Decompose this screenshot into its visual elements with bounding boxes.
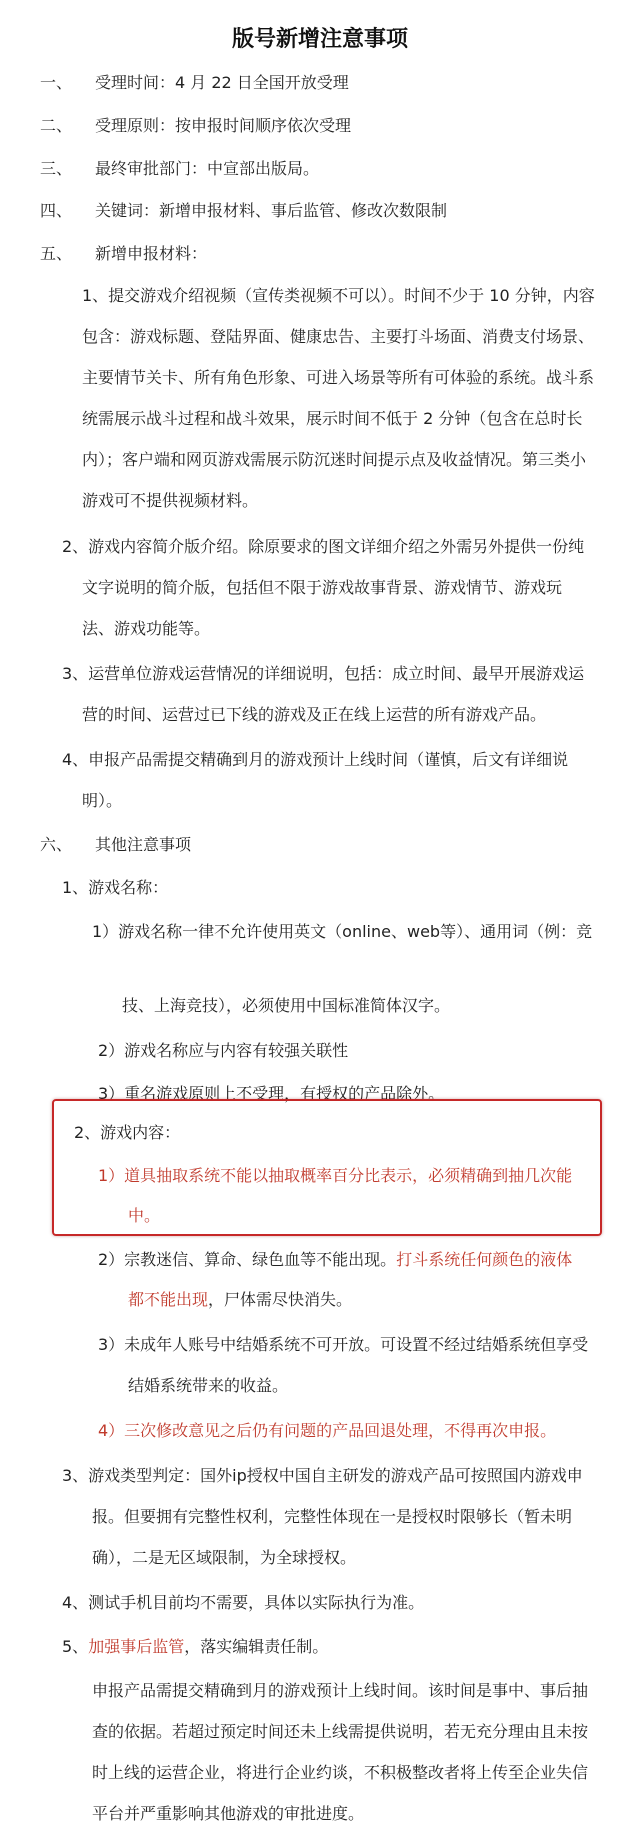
supervision-paragraph-line: 平台并严重影响其他游戏的审批进度。 [92,1804,365,1823]
game-content-heading: 2、游戏内容： [74,1123,181,1142]
supervision-paragraph-line: 查的依据。若超过预定时间还未上线需提供说明，若无充分理由且未按 [92,1722,589,1741]
material-1-line: 统需展示战斗过程和战斗效果，展示时间不低于 2 分钟（包含在总时长 [82,409,583,428]
game-type-line: 3、游戏类型判定：国外ip授权中国自主研发的游戏产品可按照国内游戏申 [62,1466,583,1485]
material-1-line: 包含：游戏标题、登陆界面、健康忠告、主要打斗场面、消费支付场景、 [82,327,595,346]
section-text-4: 关键词：新增申报材料、事后监管、修改次数限制 [95,201,448,220]
section-text-3: 最终审批部门：中宣部出版局。 [95,159,320,178]
game-content-rule-2-cont [128,1290,352,1310]
supervision-heading [62,1637,328,1657]
game-content-rule-4: 4）三次修改意见之后仍有问题的产品回退处理，不得再次申报。 [98,1421,557,1440]
section-num-3: 三、 [40,159,73,178]
material-3-line: 营的时间、运营过已下线的游戏及正在线上运营的所有游戏产品。 [82,705,547,724]
material-2-line: 文字说明的简介版，包括但不限于游戏故事背景、游戏情节、游戏玩 [82,578,563,597]
document-title: 版号新增注意事项 [231,27,408,52]
game-content-rule-2 [98,1250,572,1270]
section-num-4: 四、 [40,201,73,220]
game-content-rule-1-cont: 中。 [128,1206,161,1225]
material-1-line: 内）；客户端和网页游戏需展示防沉迷时间提示点及收益情况。第三类小 [82,450,587,469]
supervision-num: 5、 [62,1637,89,1656]
material-3-line: 3、运营单位游戏运营情况的详细说明，包括：成立时间、最早开展游戏运 [62,664,585,683]
section-num-6: 六、 [40,835,73,854]
game-type-line: 确），二是无区域限制，为全球授权。 [92,1548,357,1567]
rule-2-red-cont: 都不能出现 [128,1290,209,1309]
section-text-1: 受理时间：4 月 22 日全国开放受理 [95,73,349,92]
supervision-red: 加强事后监管 [88,1637,185,1656]
material-1-line: 游戏可不提供视频材料。 [82,491,259,510]
section-num-2: 二、 [40,116,73,135]
game-content-rule-3: 3）未成年人账号中结婚系统不可开放。可设置不经过结婚系统但享受 [98,1335,589,1354]
material-4-line: 4、申报产品需提交精确到月的游戏预计上线时间（谨慎，后文有详细说 [62,750,569,769]
material-2-line: 2、游戏内容简介版介绍。除原要求的图文详细介绍之外需另外提供一份纯 [62,537,585,556]
game-name-rule-1: 1）游戏名称一律不允许使用英文（online、web等）、通用词（例：竞 [92,922,593,941]
material-4-line: 明）。 [82,791,123,810]
material-2-line: 法、游戏功能等。 [82,619,211,638]
material-1-line: 1、提交游戏介绍视频（宣传类视频不可以）。时间不少于 10 分钟，内容 [82,286,595,305]
section-text-5: 新增申报材料： [95,244,208,263]
game-content-rule-3-cont: 结婚系统带来的收益。 [128,1376,289,1395]
rule-2-red: 打斗系统任何颜色的液体 [396,1250,573,1269]
rule-2-normal-cont: ，尸体需尽快消失。 [208,1290,353,1309]
test-phone-note: 4、测试手机目前均不需要，具体以实际执行为准。 [62,1593,425,1612]
rule-2-normal: 2）宗教迷信、算命、绿色血等不能出现。 [98,1250,397,1269]
supervision-paragraph-line: 时上线的运营企业，将进行企业约谈，不积极整改者将上传至企业失信 [92,1763,589,1782]
supervision-paragraph-line: 申报产品需提交精确到月的游戏预计上线时间。该时间是事中、事后抽 [92,1681,589,1700]
game-name-rule-1-cont: 技、上海竞技），必须使用中国标准简体汉字。 [122,996,451,1015]
game-name-heading: 1、游戏名称： [62,878,169,897]
game-name-rule-3: 3）重名游戏原则上不受理，有授权的产品除外。 [98,1084,445,1103]
game-type-line: 报。但要拥有完整性权利，完整性体现在一是授权时限够长（暂未明 [92,1507,573,1526]
section-text-6: 其他注意事项 [95,835,192,854]
material-1-line: 主要情节关卡、所有角色形象、可进入场景等所有可体验的系统。战斗系 [82,368,595,387]
section-num-5: 五、 [40,244,73,263]
section-text-2: 受理原则：按申报时间顺序依次受理 [95,116,352,135]
section-num-1: 一、 [40,73,73,92]
game-content-rule-1: 1）道具抽取系统不能以抽取概率百分比表示，必须精确到抽几次能 [98,1166,573,1185]
game-name-rule-2: 2）游戏名称应与内容有较强关联性 [98,1041,349,1060]
supervision-normal: ，落实编辑责任制。 [184,1637,329,1656]
